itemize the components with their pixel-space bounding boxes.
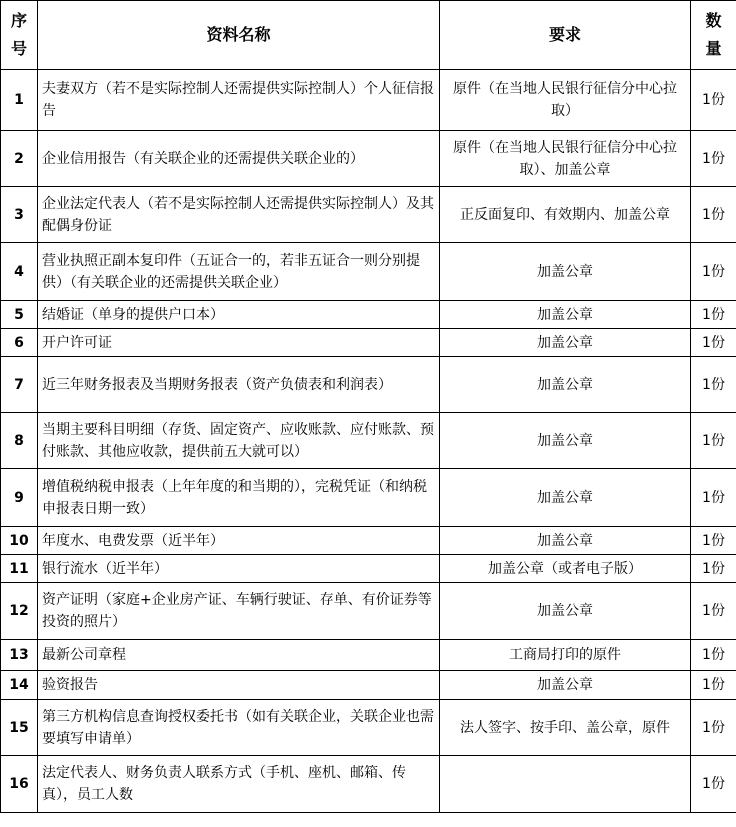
- material-name: 第三方机构信息查询授权委托书（如有关联企业，关联企业也需要填写申请单）: [38, 700, 440, 756]
- row-number: 10: [1, 527, 38, 555]
- row-number: 5: [1, 301, 38, 329]
- row-number: 7: [1, 357, 38, 413]
- material-name: 夫妻双方（若不是实际控制人还需提供实际控制人）个人征信报告: [38, 70, 440, 131]
- material-requirement: 原件（在当地人民银行征信分中心拉取）: [440, 70, 691, 131]
- table-row: [1, 329, 736, 357]
- material-name: 开户许可证: [38, 329, 440, 357]
- material-quantity: 1份: [691, 357, 736, 413]
- header-name: 资料名称: [38, 1, 440, 70]
- material-requirement: 加盖公章: [440, 357, 691, 413]
- row-number: 3: [1, 187, 38, 243]
- material-requirement: 加盖公章: [440, 329, 691, 357]
- material-name: 资产证明（家庭+企业房产证、车辆行驶证、存单、有价证券等投资的照片）: [38, 583, 440, 640]
- header-requirement: 要求: [440, 1, 691, 70]
- material-name: 近三年财务报表及当期财务报表（资产负债表和利润表）: [38, 357, 440, 413]
- row-number: 16: [1, 756, 38, 813]
- material-quantity: 1份: [691, 70, 736, 131]
- row-number: 1: [1, 70, 38, 131]
- row-number: 6: [1, 329, 38, 357]
- material-requirement: 原件（在当地人民银行征信分中心拉取）、加盖公章: [440, 131, 691, 187]
- table-row: [1, 583, 736, 640]
- material-quantity: 1份: [691, 131, 736, 187]
- material-quantity: 1份: [691, 555, 736, 583]
- material-requirement: [440, 756, 691, 813]
- material-quantity: 1份: [691, 640, 736, 671]
- material-requirement: 加盖公章: [440, 527, 691, 555]
- material-quantity: 1份: [691, 413, 736, 469]
- table-row: [1, 640, 736, 671]
- table-row: [1, 70, 736, 131]
- material-requirement: 加盖公章: [440, 583, 691, 640]
- table-row: [1, 527, 736, 555]
- row-number: 4: [1, 243, 38, 301]
- material-requirement: 法人签字、按手印、盖公章，原件: [440, 700, 691, 756]
- table-row: [1, 469, 736, 527]
- row-number: 9: [1, 469, 38, 527]
- table-row: [1, 187, 736, 243]
- material-quantity: 1份: [691, 756, 736, 813]
- table-row: [1, 756, 736, 813]
- table-row: [1, 357, 736, 413]
- row-number: 13: [1, 640, 38, 671]
- material-quantity: 1份: [691, 301, 736, 329]
- material-requirement: 加盖公章: [440, 301, 691, 329]
- material-quantity: 1份: [691, 187, 736, 243]
- material-requirement: 加盖公章（或者电子版）: [440, 555, 691, 583]
- header-no: 序 号: [1, 1, 38, 70]
- row-number: 8: [1, 413, 38, 469]
- material-requirement: 加盖公章: [440, 469, 691, 527]
- material-quantity: 1份: [691, 527, 736, 555]
- row-number: 11: [1, 555, 38, 583]
- material-name: 验资报告: [38, 671, 440, 700]
- material-name: 结婚证（单身的提供户口本）: [38, 301, 440, 329]
- material-requirement: 加盖公章: [440, 243, 691, 301]
- material-requirement: 正反面复印、有效期内、加盖公章: [440, 187, 691, 243]
- material-name: 当期主要科目明细（存货、固定资产、应收账款、应付账款、预付账款、其他应收款，提供前五大就可以）: [38, 413, 440, 469]
- material-quantity: 1份: [691, 583, 736, 640]
- table-row: [1, 131, 736, 187]
- table-row: [1, 700, 736, 756]
- table-row: [1, 555, 736, 583]
- material-quantity: 1份: [691, 671, 736, 700]
- header-quantity: 数 量: [691, 1, 736, 70]
- table-row: [1, 413, 736, 469]
- table-row: [1, 243, 736, 301]
- material-quantity: 1份: [691, 329, 736, 357]
- material-requirement: 工商局打印的原件: [440, 640, 691, 671]
- material-quantity: 1份: [691, 469, 736, 527]
- header-row: [1, 1, 736, 70]
- table-row: [1, 301, 736, 329]
- material-quantity: 1份: [691, 700, 736, 756]
- material-name: 企业法定代表人（若不是实际控制人还需提供实际控制人）及其配偶身份证: [38, 187, 440, 243]
- material-quantity: 1份: [691, 243, 736, 301]
- material-name: 最新公司章程: [38, 640, 440, 671]
- material-requirement: 加盖公章: [440, 413, 691, 469]
- material-requirement: 加盖公章: [440, 671, 691, 700]
- material-name: 年度水、电费发票（近半年）: [38, 527, 440, 555]
- material-name: 法定代表人、财务负责人联系方式（手机、座机、邮箱、传真），员工人数: [38, 756, 440, 813]
- material-name: 营业执照正副本复印件（五证合一的，若非五证合一则分别提供）（有关联企业的还需提供关联企业）: [38, 243, 440, 301]
- material-name: 银行流水（近半年）: [38, 555, 440, 583]
- material-name: 企业信用报告（有关联企业的还需提供关联企业的）: [38, 131, 440, 187]
- row-number: 2: [1, 131, 38, 187]
- row-number: 14: [1, 671, 38, 700]
- material-name: 增值税纳税申报表（上年年度的和当期的），完税凭证（和纳税申报表日期一致）: [38, 469, 440, 527]
- materials-body: [1, 70, 736, 813]
- row-number: 15: [1, 700, 38, 756]
- table-row: [1, 671, 736, 700]
- row-number: 12: [1, 583, 38, 640]
